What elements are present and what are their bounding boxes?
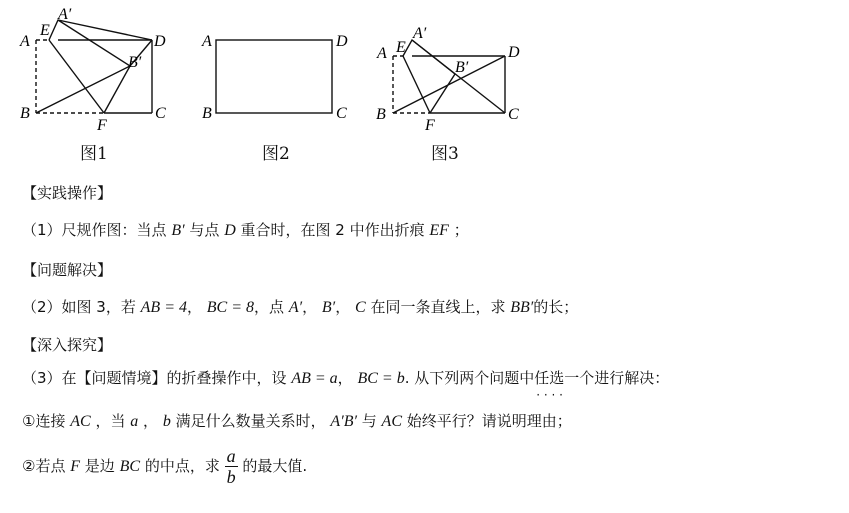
fig3-label-d: D [508,44,520,61]
fraction-numerator: a [226,446,236,466]
fig1-label-a-prime: A′ [58,6,72,23]
fig3-label-b: B [376,106,386,123]
fig3-label-b-prime: B′ [455,59,469,76]
figure-3 [393,40,505,113]
q3-emphasis: 任选一个 · · [534,369,594,387]
q3-sep1: ， [337,369,353,387]
q1-mid1: 与点 [189,221,220,239]
q1-end: ； [453,221,469,239]
q1-d: D [224,222,236,239]
q2-end: 的长； [533,298,579,316]
q2-bb-prime: BB′ [510,299,534,316]
q32-f: F [70,458,81,475]
q31-ab-prime: A′B′ [330,413,357,430]
q3-ab-a: AB = a [291,370,338,387]
q32-mid2: 的中点，求 [144,457,220,475]
q2-mid2: 在同一条直线上，求 [370,298,506,316]
q1-prefix: （1）尺规作图：当点 [22,221,167,239]
q3-end: 进行解决： [594,369,670,387]
q3-mid: . 从下列两个问题中 [404,369,535,387]
q31-sep: ， [143,412,159,430]
q31-ac: AC [70,413,91,430]
fig1-label-f: F [97,117,107,134]
fig1-label-b-prime: B′ [128,54,142,71]
fig1-label-c: C [155,105,166,122]
fraction-denominator: b [226,467,236,487]
q31-a: a [130,413,139,430]
caption-fig1: 图1 [80,144,108,164]
q2-mid1: ，点 [254,298,285,316]
fig3-label-e: E [396,39,406,56]
fig2-label-d: D [336,33,348,50]
geometry-figures [0,0,849,180]
problem-heading: 【问题解决】 [22,261,113,279]
q31-b: b [162,413,171,430]
q31-mid3: 与 [361,412,377,430]
q2-bc: BC = 8 [206,299,255,316]
q32-bc: BC [119,458,141,475]
q2-sep3: ， [335,298,351,316]
fig1-label-e: E [40,22,50,39]
q2-b-prime: B′ [321,299,336,316]
q2-sep2: ， [302,298,318,316]
fig2-label-b: B [202,105,212,122]
q2-prefix: （2）如图 3，若 [22,298,136,316]
fig2-label-c: C [336,105,347,122]
q31-mid1: ，当 [95,412,126,430]
question-3 [22,367,669,388]
fraction-a-over-b [225,446,238,487]
q1-ef: EF [429,222,449,239]
q2-a-prime: A′ [288,299,303,316]
question-1 [22,219,469,240]
fig3-label-f: F [425,117,435,134]
q31-mid2: 满足什么数量关系时， [175,412,326,430]
q3-bc-b: BC = b [357,370,405,387]
q31-prefix: ①连接 [22,412,66,430]
fig3-label-a-prime: A′ [413,25,427,42]
q2-ab: AB = 4 [140,299,187,316]
practice-heading: 【实践操作】 [22,184,113,202]
question-3-option-2 [22,446,307,487]
q31-end: 始终平行？请说明理由； [406,412,572,430]
q31-ac2: AC [381,413,402,430]
q2-c: C [354,299,366,316]
q32-mid1: 是边 [84,457,115,475]
fig1-label-d: D [154,33,166,50]
fig3-label-c: C [508,106,519,123]
question-2 [22,296,578,317]
fig2-label-a: A [202,33,212,50]
figure-2 [216,40,332,113]
fig3-label-a: A [377,45,387,62]
caption-fig3: 图3 [431,144,459,164]
q32-end: 的最大值. [242,457,308,475]
explore-heading: 【深入探究】 [22,336,113,354]
question-3-option-1 [22,410,572,431]
q32-prefix: ②若点 [22,457,66,475]
fig1-label-a: A [20,33,30,50]
q1-mid2: 重合时，在图 2 中作出折痕 [240,221,425,239]
fig1-label-b: B [20,105,30,122]
q3-prefix: （3）在【问题情境】的折叠操作中，设 [22,369,287,387]
q1-b-prime: B′ [171,222,185,239]
q2-sep1: ， [186,298,202,316]
caption-fig2: 图2 [262,144,290,164]
